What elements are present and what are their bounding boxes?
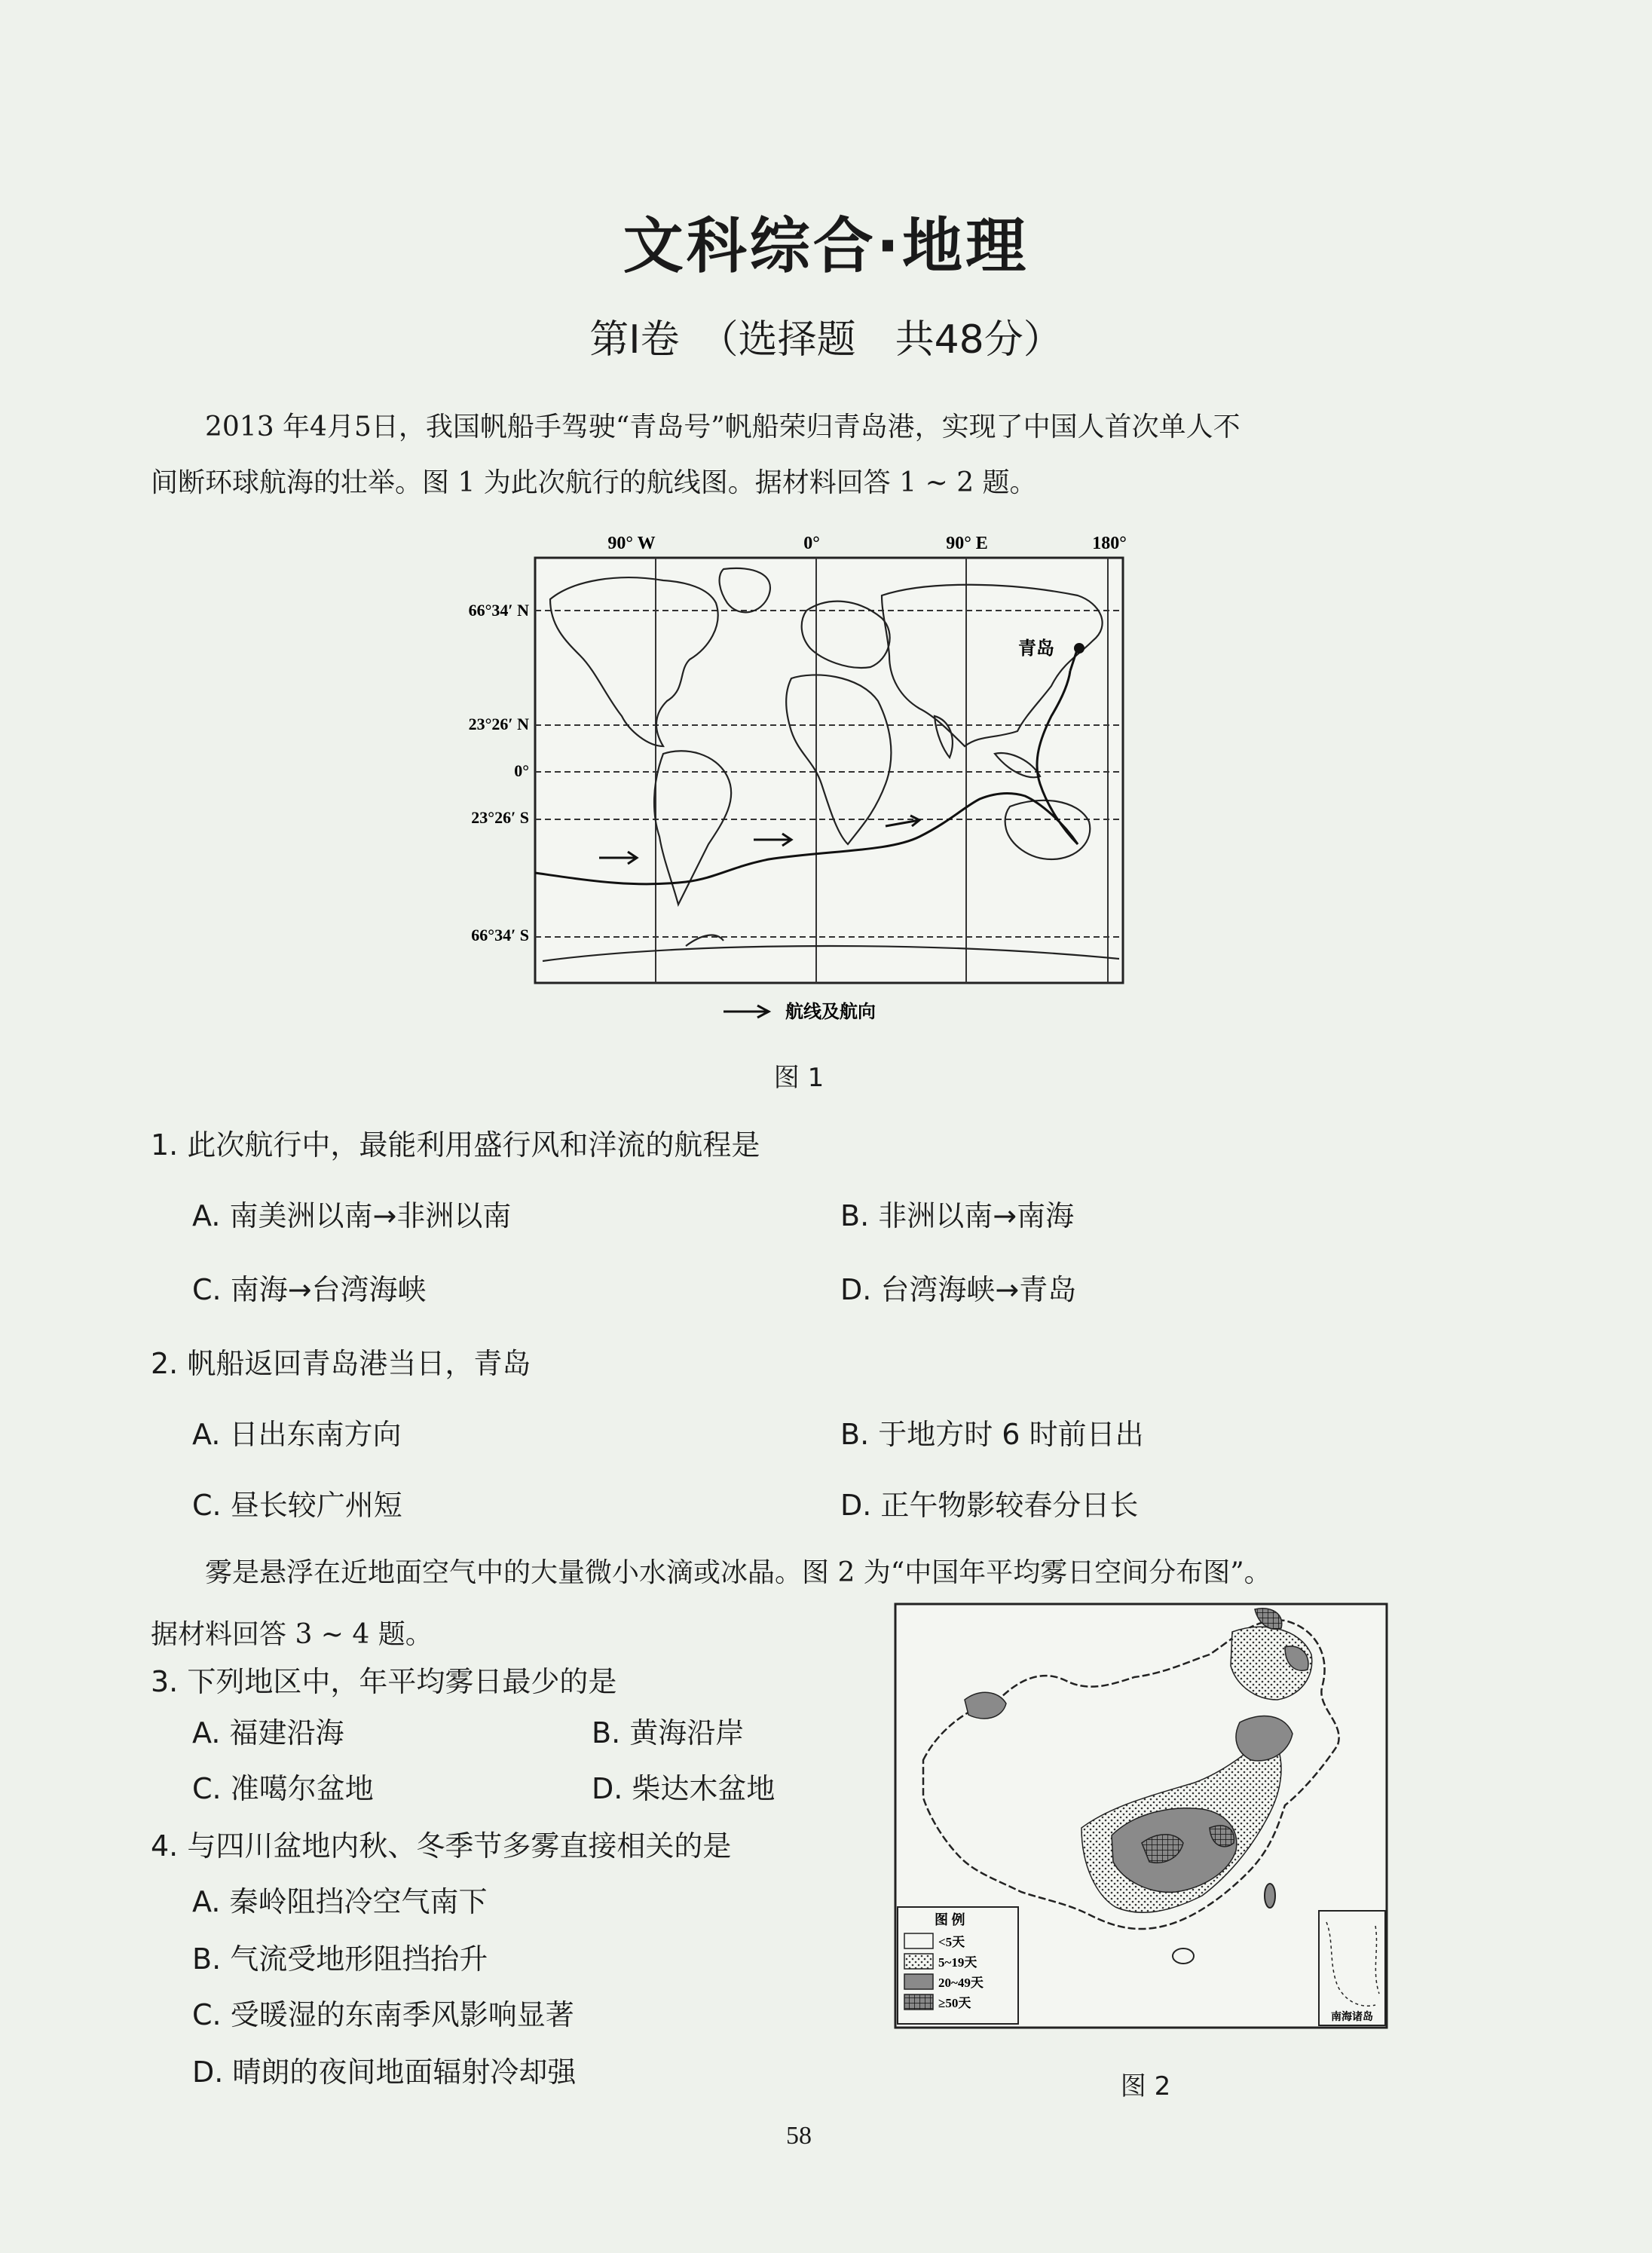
lon-label: 0° xyxy=(803,534,820,553)
intro-line: 2013 年4月5日，我国帆船手驾驶“青岛号”帆船荣归青岛港，实现了中国人首次单人不 xyxy=(205,412,1241,442)
question-2-option-d[interactable]: D. 正午物影较春分日长 xyxy=(840,1489,1139,1522)
figure-2-china-fog-map xyxy=(893,1602,1390,2031)
qingdao-point xyxy=(1074,643,1085,654)
question-2-option-a[interactable]: A. 日出东南方向 xyxy=(192,1418,402,1451)
figure-1-caption: 图 1 xyxy=(773,1063,824,1093)
question-1-option-c[interactable]: C. 南海→台湾海峡 xyxy=(192,1273,427,1306)
question-4-option-d[interactable]: D. 晴朗的夜间地面辐射冷却强 xyxy=(192,2056,577,2089)
question-1-option-a[interactable]: A. 南美洲以南→非洲以南 xyxy=(192,1199,512,1232)
legend-item: 5~19天 xyxy=(938,1955,977,1970)
legend-item: ≥50天 xyxy=(938,1996,971,2010)
lat-label: 66°34′ N xyxy=(468,601,529,620)
page-number: 58 xyxy=(786,2122,812,2150)
legend-route-label: 航线及航向 xyxy=(785,1003,876,1022)
question-1-option-d[interactable]: D. 台湾海峡→青岛 xyxy=(840,1273,1077,1306)
page-title: 文科综合·地理 xyxy=(623,211,1029,281)
lon-label: 180° xyxy=(1092,534,1127,553)
question-4-option-b[interactable]: B. 气流受地形阻挡抬升 xyxy=(192,1942,488,1976)
lat-label: 66°34′ S xyxy=(471,926,529,944)
question-4-option-a[interactable]: A. 秦岭阻挡冷空气南下 xyxy=(192,1885,488,1918)
lat-label: 0° xyxy=(514,761,529,780)
intro-line: 雾是悬浮在近地面空气中的大量微小水滴或冰晶。图 2 为“中国年平均雾日空间分布图”。 xyxy=(205,1557,1271,1588)
figure-1-world-route-map xyxy=(437,528,1206,1040)
lat-label: 23°26′ N xyxy=(468,715,529,733)
lon-label: 90° W xyxy=(607,534,656,553)
question-3-option-b[interactable]: B. 黄海沿岸 xyxy=(592,1716,745,1749)
question-1-stem: 1. 此次航行中，最能利用盛行风和洋流的航程是 xyxy=(151,1128,760,1162)
question-2-stem: 2. 帆船返回青岛港当日，青岛 xyxy=(151,1347,531,1380)
question-2-option-b[interactable]: B. 于地方时 6 时前日出 xyxy=(840,1418,1144,1451)
lon-label: 90° E xyxy=(946,534,988,553)
legend-item: 20~49天 xyxy=(938,1976,984,1990)
question-4-option-c[interactable]: C. 受暖湿的东南季风影响显著 xyxy=(192,1998,574,2031)
map-frame xyxy=(535,558,1123,983)
inset-label: 南海诸岛 xyxy=(1331,2012,1373,2023)
intro-line: 间断环球航海的壮举。图 1 为此次航行的航线图。据材料回答 1 ~ 2 题。 xyxy=(151,467,1037,498)
qingdao-label: 青岛 xyxy=(1018,639,1054,659)
question-3-option-c[interactable]: C. 准噶尔盆地 xyxy=(192,1772,374,1805)
question-2-option-c[interactable]: C. 昼长较广州短 xyxy=(192,1489,402,1522)
question-4-stem: 4. 与四川盆地内秋、冬季节多雾直接相关的是 xyxy=(151,1829,732,1863)
question-3-stem: 3. 下列地区中，年平均雾日最少的是 xyxy=(151,1665,617,1698)
legend-item: <5天 xyxy=(938,1935,965,1949)
legend-title: 图 例 xyxy=(935,1912,965,1927)
section-subtitle: 第Ⅰ卷 （选择题 共48分） xyxy=(589,317,1063,363)
intro-line: 据材料回答 3 ~ 4 题。 xyxy=(151,1619,433,1650)
question-1-option-b[interactable]: B. 非洲以南→南海 xyxy=(840,1199,1075,1232)
figure-2-caption: 图 2 xyxy=(1120,2071,1171,2101)
question-3-option-a[interactable]: A. 福建沿海 xyxy=(192,1716,344,1749)
question-3-option-d[interactable]: D. 柴达木盆地 xyxy=(592,1772,776,1805)
lat-label: 23°26′ S xyxy=(471,808,529,827)
intro-paragraph-1 xyxy=(151,399,1462,511)
